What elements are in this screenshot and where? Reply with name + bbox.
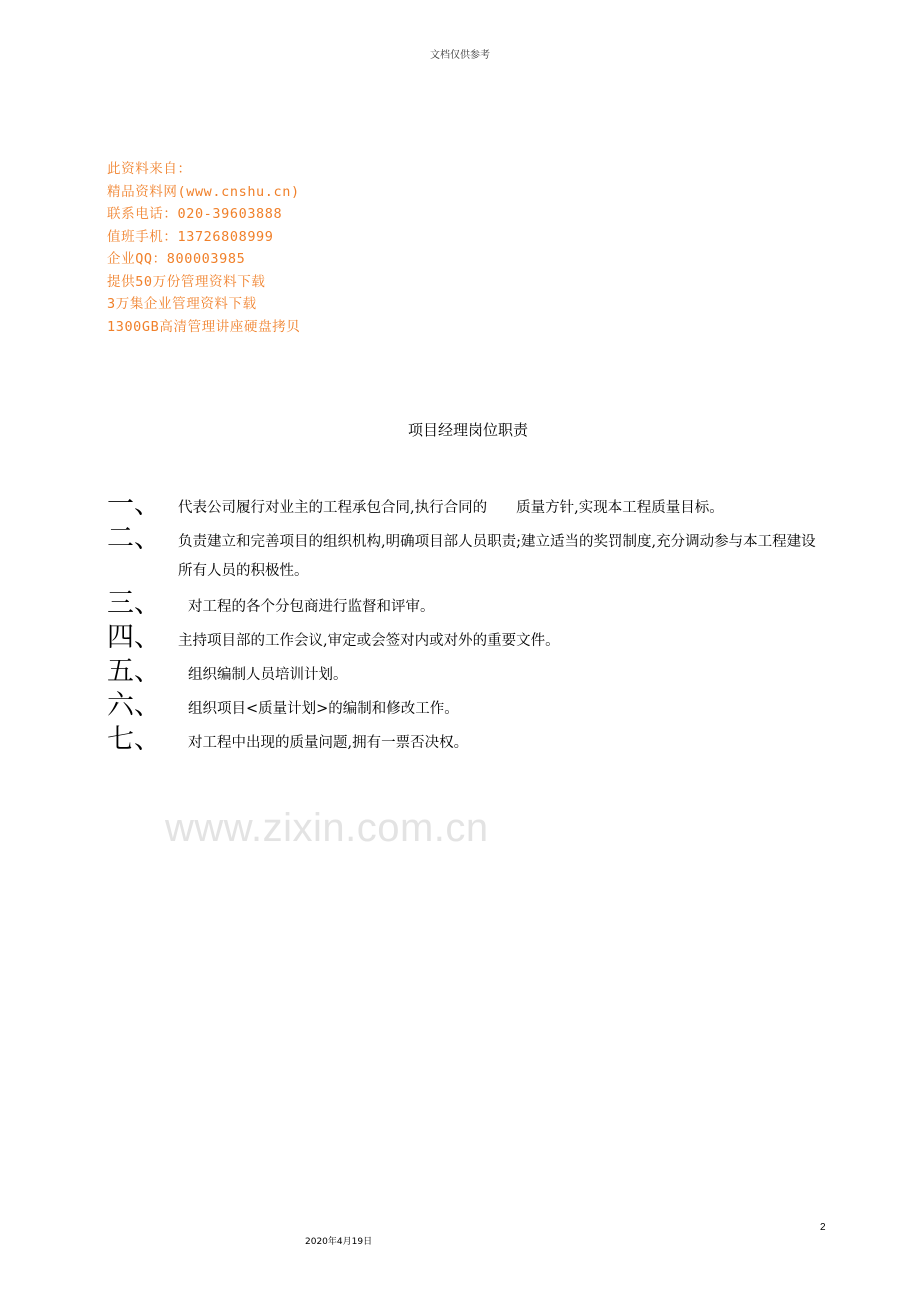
header-note: 文档仅供参考 [430,50,490,61]
promo-line: 值班手机：13726808999 [107,228,274,245]
item-number: 一、 [107,489,161,520]
promo-line: 1300GB高清管理讲座硬盘拷贝 [107,318,301,335]
promo-line: 精品资料网(www.cnshu.cn) [107,183,300,200]
page-number: 2 [820,1222,826,1233]
watermark: www.zixin.com.cn [165,806,489,850]
promo-line: 此资料来自： [107,161,192,177]
item-number: 三、 [107,588,161,619]
document-title: 项目经理岗位职责 [407,421,528,439]
item-text: 主持项目部的工作会议,审定或会签对内或对外的重要文件。 [178,633,560,649]
item-number: 二、 [107,523,161,554]
promo-line: 联系电话：020-39603888 [107,206,283,222]
promo-line: 企业QQ：800003985 [107,251,246,267]
item-text: 组织编制人员培训计划。 [188,667,348,683]
item-text: 代表公司履行对业主的工程承包合同,执行合同的 质量方针,实现本工程质量目标。 [178,500,724,516]
item-text: 对工程中出现的质量问题,拥有一票否决权。 [188,735,469,751]
footer-date: 2020年4月19日 [305,1237,373,1247]
item-number: 七、 [107,724,161,755]
promo-line: 3万集企业管理资料下载 [107,296,257,312]
item-number: 六、 [107,690,161,721]
item-text: 对工程的各个分包商进行监督和评审。 [188,599,435,615]
item-text: 组织项目<质量计划>的编制和修改工作。 [188,701,459,717]
item-number: 五、 [107,656,161,687]
item-text: 负责建立和完善项目的组织机构,明确项目部人员职责;建立适当的奖罚制度,充分调动参与本工程建设所有人员的积极性。 [178,534,816,579]
promo-line: 提供50万份管理资料下载 [107,273,266,290]
promo-block [107,158,300,338]
item-number: 四、 [107,622,161,653]
